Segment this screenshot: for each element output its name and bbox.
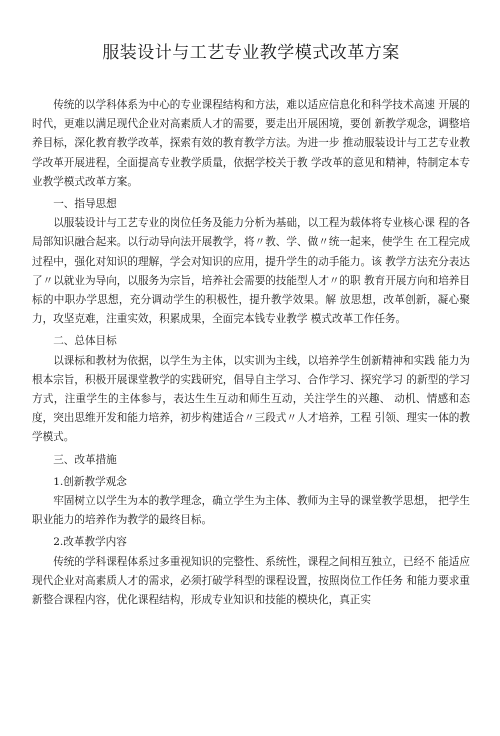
subsection-body-teaching-concept: 牢固树立以学生为本的教学理念，确立学生为主体、教师为主导的课堂教学思想， 把学生职业能力的培养作为教学的最终目标。 [32,495,470,527]
subsection-heading-teaching-content: 2.改革教学内容 [53,536,127,549]
section-heading-guiding-ideology: 一、指导思想 [53,198,117,211]
section-heading-overall-goal: 二、总体目标 [53,335,117,348]
section-body-guiding-ideology: 以服装设计与工艺专业的岗位任务及能力分析为基础，以工程为载体将专业核心课 程的各局部知识融合起来。以行动导向法开展教学，将〃教、学、做〃统一起来，使学生 在工程完成过程中，强化对知识的理解，学会对知识的应用，提升学生的动手能力。该 教学方法充分表达了〃以就业为导向，以服务为宗旨，培养社会需要的技能型人才〃的职 教育开展方向和培养目标的中职办学思想，充分调动学生的积极性，提升教学效果。解 放思想，改革创新，凝心聚力，攻坚克难，注重实效，积累成果，全面完本钱专业教学 模式改革工作任务。 [32,217,470,326]
section-heading-reform-measures: 三、改革措施 [53,453,117,466]
subsection-heading-teaching-concept: 1.创新教学观念 [53,475,127,488]
subsection-body-teaching-content: 传统的学科课程体系过多重视知识的完整性、系统性，课程之间相互独立，已经不 能适应现代企业对高素质人才的需求，必须打破学科型的课程设置，按照岗位工作任务 和能力要求重新整合课程内容，优化课程结构，形成专业知识和技能的模块化，真正实 [32,555,470,607]
section-body-overall-goal: 以课标和教材为依据，以学生为主体，以实训为主线，以培养学生创新精神和实践 能力为根本宗旨，积极开展课堂教学的实践研究，倡导自主学习、合作学习、探究学习 的新型的学习方式，注重学生的主体参与，表达生生互动和师生互动，关注学生的兴趣、 动机、情感和态度，突出思维开发和能力培养，初步构建适合〃三段式〃人才培养，工程 引领、理实一体的教学模式。 [32,354,470,444]
intro-paragraph: 传统的以学科体系为中心的专业课程结构和方法，难以适应信息化和科学技术高速 开展的时代，更难以满足现代企业对高素质人才的需要，要走出开展困境，要创 新教学观念，调整培养目标，深化教育教学改革，探索有效的教育教学方法。为进一步 推动服装设计与工艺专业教学改革开展进程，全面提高专业教学质量，依据学校关于教 学改革的意见和精神，特制定本专业教学模式改革方案。 [32,99,470,188]
document-title: 服装设计与工艺专业教学模式改革方案 [102,43,400,63]
